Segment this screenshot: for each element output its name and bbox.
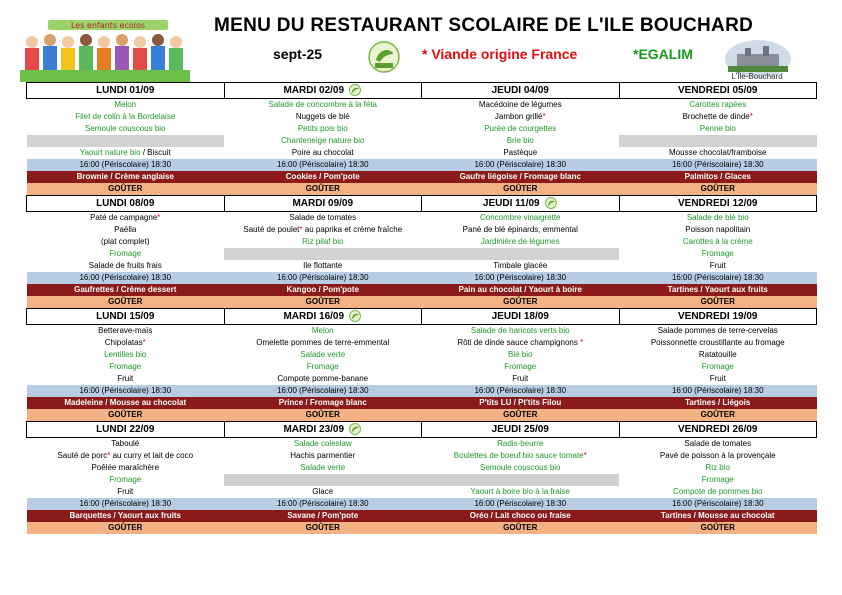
periscolaire-row (27, 272, 817, 284)
gouter-row (27, 296, 817, 309)
gouter-cell: GOÛTER (27, 183, 225, 196)
menu-row-cheese (27, 248, 817, 260)
menu-cell: Filet de colin à la Bordelaise (75, 112, 176, 121)
menu-row-side (27, 349, 817, 361)
menu-cell: Pavé de poisson à la provençale (659, 451, 776, 460)
origin-legend: * Viande origine France (422, 46, 578, 62)
empty-cell (619, 135, 817, 147)
menu-cell: Petits pois bio (297, 124, 348, 133)
menu-cell: Pané de blé épinards, emmental (462, 225, 578, 234)
day-header: JEUDI 04/09 (422, 83, 620, 99)
menu-cell: Salade coleslaw (293, 439, 352, 448)
menu-cell: Salade de tomates (684, 439, 752, 448)
menu-row-starter (27, 325, 817, 338)
origin-star: * (749, 112, 753, 121)
menu-cell: Fromage (109, 362, 142, 371)
town-label: L'Île-Bouchard (731, 72, 783, 81)
menu-row-side (27, 123, 817, 135)
periscolaire-cell: 16:00 (Périscolaire) 18:30 (224, 272, 422, 284)
svg-text:Les enfants ecolos: Les enfants ecolos (70, 21, 146, 30)
origin-star: * (299, 225, 303, 234)
menu-cell: Salade de haricots verts bio (470, 326, 570, 335)
menu-cell: Fruit (709, 374, 726, 383)
menu-cell: Fromage (701, 249, 734, 258)
menu-cell: Melon (311, 326, 334, 335)
menu-cell: Salade verte (300, 350, 346, 359)
origin-star: * (157, 213, 161, 222)
menu-cell: Compote de pommes bio (673, 487, 763, 496)
gouter-row (27, 522, 817, 534)
snack-cell: Tartines / Yaourt aux fruits (619, 284, 817, 296)
menu-cell: Salade pommes de terre-cervelas (657, 326, 778, 335)
snack-cell: Kangoo / Pom'pote (224, 284, 422, 296)
menu-cell: Omelette pommes de terre-emmental (256, 338, 390, 347)
snack-cell: Madeleine / Mousse au chocolat (27, 397, 225, 409)
day-header: LUNDI 08/09 (27, 196, 225, 212)
menu-row-dessert (27, 147, 817, 159)
day-header: JEUDI 25/09 (422, 422, 620, 438)
leaf-icon (348, 310, 362, 322)
gouter-cell: GOÛTER (27, 409, 225, 422)
week-header (27, 309, 817, 325)
week-header (27, 422, 817, 438)
periscolaire-cell: 16:00 (Périscolaire) 18:30 (27, 385, 225, 397)
menu-cell: Semoule couscous bio (85, 124, 166, 133)
snack-cell: P'tits LU / Pt'tits Filou (422, 397, 620, 409)
gouter-cell: GOÛTER (422, 522, 620, 534)
menu-row-starter (27, 99, 817, 112)
menu-cell: Jambon grillé* (494, 112, 546, 121)
menu-row-side (27, 462, 817, 474)
menu-cell: Mousse chocolat/framboise (669, 148, 767, 157)
menu-row-main (27, 224, 817, 236)
periscolaire-cell: 16:00 (Périscolaire) 18:30 (27, 159, 225, 171)
menu-cell: Carottes rapées (689, 100, 747, 109)
snack-cell: Cookies / Pom'pote (224, 171, 422, 183)
organic-label-icon (367, 40, 401, 74)
menu-cell: Melon (114, 100, 137, 109)
menu-row-main (27, 450, 817, 462)
empty-cell (224, 474, 422, 486)
menu-cell: Poisson napolitain (685, 225, 751, 234)
empty-cell (224, 248, 422, 260)
day-header: JEUDI 18/09 (422, 309, 620, 325)
origin-star: * (577, 338, 584, 347)
snack-cell: Brownie / Crème anglaise (27, 171, 225, 183)
origin-star: * (583, 451, 587, 460)
gouter-row (27, 183, 817, 196)
menu-cell: Blé bio (508, 350, 533, 359)
periscolaire-cell: 16:00 (Périscolaire) 18:30 (224, 498, 422, 510)
periscolaire-cell: 16:00 (Périscolaire) 18:30 (422, 385, 620, 397)
snack-cell: Tartines / Mousse au chocolat (619, 510, 817, 522)
menu-row-starter (27, 212, 817, 225)
menu-cell: Brie bio (506, 136, 534, 145)
empty-cell (422, 474, 620, 486)
menu-cell: Yaourt à boire bio à la fraise (470, 487, 570, 496)
day-header: VENDREDI 12/09 (619, 196, 817, 212)
menu-cell: Nuggets de blé (295, 112, 350, 121)
origin-star: * (107, 451, 111, 460)
periscolaire-cell: 16:00 (Périscolaire) 18:30 (619, 272, 817, 284)
periscolaire-row (27, 498, 817, 510)
snack-cell: Gaufre liégoise / Fromage blanc (422, 171, 620, 183)
origin-star: * (542, 112, 546, 121)
periscolaire-cell: 16:00 (Périscolaire) 18:30 (224, 385, 422, 397)
snack-cell: Prince / Fromage blanc (224, 397, 422, 409)
menu-cell: Paté de campagne* (90, 213, 161, 222)
kids-banner-illustration (20, 14, 190, 82)
menu-cell: Salade verte (300, 463, 346, 472)
menu-cell: Carottes à la crème (682, 237, 753, 246)
snack-row (27, 397, 817, 409)
menu-cell: Yaourt nature bio / Biscuit (79, 148, 171, 157)
menu-cell: Radis-beurre (497, 439, 544, 448)
day-header: VENDREDI 19/09 (619, 309, 817, 325)
snack-cell: Savane / Pom'pote (224, 510, 422, 522)
menu-cell: Compote pomme-banane (277, 374, 369, 383)
snack-row (27, 284, 817, 296)
gouter-cell: GOÛTER (27, 522, 225, 534)
menu-cell: Ratatouille (698, 350, 737, 359)
day-header: LUNDI 01/09 (27, 83, 225, 99)
menu-cell: Taboulé (111, 439, 140, 448)
menu-cell: Pastèque (503, 148, 538, 157)
snack-cell: Palmitos / Glaces (619, 171, 817, 183)
menu-cell: (plat complet) (101, 237, 150, 246)
menu-cell: Sauté de poulet* au paprika et crème fraîche (243, 225, 403, 234)
menu-cell: Salade de fruits frais (88, 261, 162, 270)
menu-cell: Salade de tomates (289, 213, 357, 222)
day-header: JEUDI 11/09 (422, 196, 620, 212)
periscolaire-cell: 16:00 (Périscolaire) 18:30 (619, 159, 817, 171)
menu-row-cheese (27, 135, 817, 147)
menu-cell: Fruit (117, 374, 134, 383)
menu-row-starter (27, 438, 817, 451)
menu-cell: Lentilles bio (104, 350, 147, 359)
periscolaire-cell: 16:00 (Périscolaire) 18:30 (27, 498, 225, 510)
menu-cell: Salade de concombre à la féta (268, 100, 377, 109)
menu-row-dessert (27, 373, 817, 385)
week-header (27, 83, 817, 99)
menu-cell: Rôti de dinde sauce champignons * (457, 338, 584, 347)
periscolaire-row (27, 385, 817, 397)
menu-cell: Fruit (512, 374, 529, 383)
menu-cell: Ile flottante (303, 261, 343, 270)
menu-cell: Betterave-maïs (98, 326, 153, 335)
periscolaire-cell: 16:00 (Périscolaire) 18:30 (422, 272, 620, 284)
leaf-icon (348, 84, 362, 96)
menu-cell: Poire au chocolat (291, 148, 354, 157)
month-label: sept-25 (273, 46, 323, 62)
periscolaire-cell: 16:00 (Périscolaire) 18:30 (422, 498, 620, 510)
gouter-cell: GOÛTER (224, 183, 422, 196)
menu-row-dessert (27, 260, 817, 272)
menu-cell: Penne bio (699, 124, 736, 133)
menu-cell: Chanteneige nature bio (281, 136, 365, 145)
gouter-cell: GOÛTER (619, 296, 817, 309)
snack-cell: Oréo / Lait choco ou fraise (422, 510, 620, 522)
periscolaire-row (27, 159, 817, 171)
menu-cell: Purée de courgettes (484, 124, 557, 133)
menu-cell: Poêlée maraîchère (91, 463, 160, 472)
day-header: VENDREDI 05/09 (619, 83, 817, 99)
menu-row-side (27, 236, 817, 248)
menu-cell: Boulettes de boeuf bio sauce tomate* (453, 451, 587, 460)
day-header: MARDI 02/09 (224, 83, 422, 99)
gouter-cell: GOÛTER (422, 183, 620, 196)
gouter-cell: GOÛTER (422, 409, 620, 422)
day-header: MARDI 23/09 (224, 422, 422, 438)
periscolaire-cell: 16:00 (Périscolaire) 18:30 (27, 272, 225, 284)
day-header: MARDI 09/09 (224, 196, 422, 212)
menu-cell: Brochette de dinde* (682, 112, 753, 121)
page-title: MENU DU RESTAURANT SCOLAIRE DE L'ILE BOUCHARD (214, 15, 754, 36)
gouter-cell: GOÛTER (619, 183, 817, 196)
egalim-legend: *EGALIM (633, 46, 693, 62)
menu-cell: Fromage (701, 475, 734, 484)
menu-cell: Fromage (504, 362, 537, 371)
menu-cell: Fruit (709, 261, 726, 270)
snack-cell: Barquettes / Yaourt aux fruits (27, 510, 225, 522)
day-header: LUNDI 22/09 (27, 422, 225, 438)
gouter-cell: GOÛTER (619, 522, 817, 534)
menu-row-cheese (27, 474, 817, 486)
menu-cell: Fromage (109, 475, 142, 484)
snack-cell: Tartines / Liégois (619, 397, 817, 409)
menu-cell: Riz pilaf bio (302, 237, 344, 246)
menu-cell: Macédoine de légumes (478, 100, 562, 109)
periscolaire-cell: 16:00 (Périscolaire) 18:30 (619, 385, 817, 397)
leaf-icon (544, 197, 558, 209)
menu-cell: Chipolatas* (104, 338, 146, 347)
menu-row-main (27, 337, 817, 349)
menu-cell: Fromage (306, 362, 339, 371)
menu-cell: Hachis parmentier (290, 451, 356, 460)
gouter-cell: GOÛTER (224, 409, 422, 422)
day-header: MARDI 16/09 (224, 309, 422, 325)
menu-cell: Salade de blé bio (686, 213, 749, 222)
snack-cell: Pain au chocolat / Yaourt à boire (422, 284, 620, 296)
menu-cell: Concombre vinaigrette (480, 213, 561, 222)
leaf-icon (348, 423, 362, 435)
gouter-cell: GOÛTER (27, 296, 225, 309)
day-header: LUNDI 15/09 (27, 309, 225, 325)
menu-table (26, 82, 817, 534)
menu-cell: Glace (312, 487, 334, 496)
menu-cell: Timbale glacée (493, 261, 548, 270)
menu-cell: Semoule couscous bio (480, 463, 561, 472)
origin-star: * (142, 338, 146, 347)
menu-cell: Fromage (701, 362, 734, 371)
gouter-row (27, 409, 817, 422)
empty-cell (422, 248, 620, 260)
menu-cell: Fruit (117, 487, 134, 496)
snack-row (27, 171, 817, 183)
menu-cell: Fromage (109, 249, 142, 258)
menu-row-dessert (27, 486, 817, 498)
day-header: VENDREDI 26/09 (619, 422, 817, 438)
snack-cell: Gaufrettes / Crème dessert (27, 284, 225, 296)
menu-cell: Jardinière de légumes (480, 237, 560, 246)
snack-row (27, 510, 817, 522)
gouter-cell: GOÛTER (619, 409, 817, 422)
menu-row-cheese (27, 361, 817, 373)
periscolaire-cell: 16:00 (Périscolaire) 18:30 (224, 159, 422, 171)
menu-cell: Paëlla (114, 225, 137, 234)
menu-cell: Riz bio (705, 463, 730, 472)
empty-cell (27, 135, 225, 147)
gouter-cell: GOÛTER (422, 296, 620, 309)
gouter-cell: GOÛTER (224, 296, 422, 309)
periscolaire-cell: 16:00 (Périscolaire) 18:30 (422, 159, 620, 171)
menu-cell: Sauté de porc* au curry et lait de coco (57, 451, 194, 460)
periscolaire-cell: 16:00 (Périscolaire) 18:30 (619, 498, 817, 510)
week-header (27, 196, 817, 212)
menu-row-main (27, 111, 817, 123)
menu-cell: Poissonnette croustillante au fromage (650, 338, 785, 347)
gouter-cell: GOÛTER (224, 522, 422, 534)
